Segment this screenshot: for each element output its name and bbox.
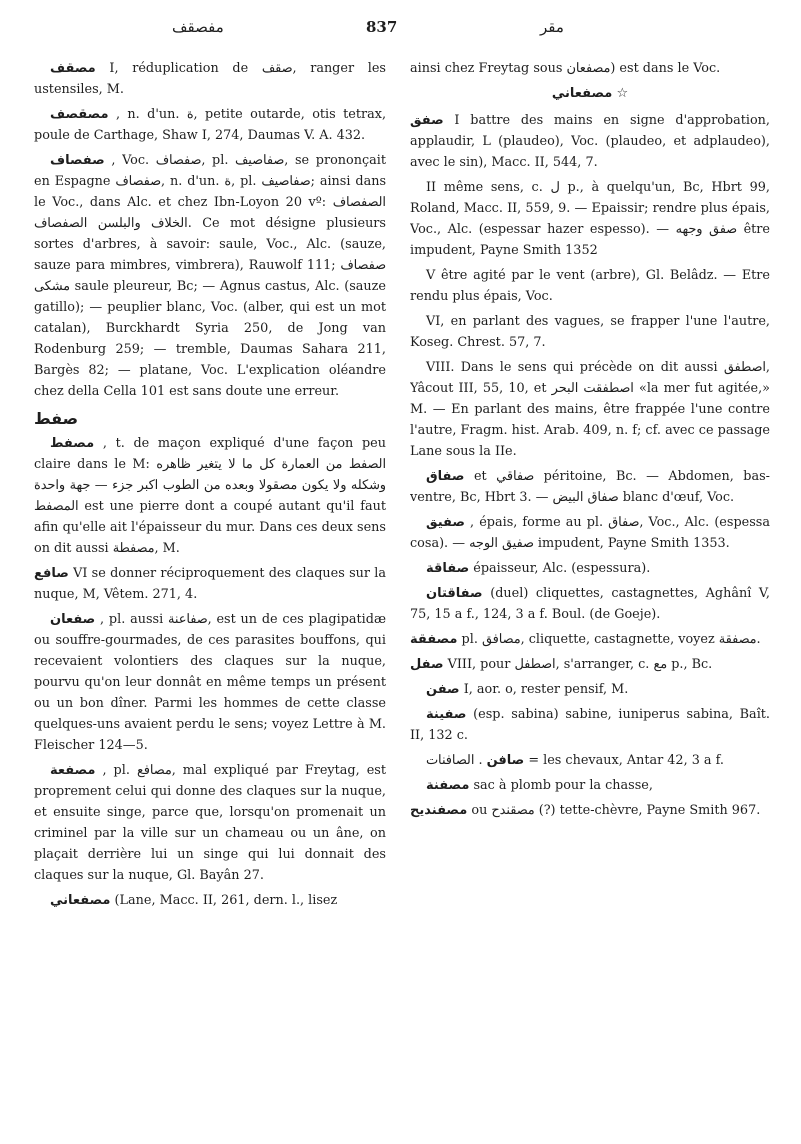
dictionary-entry <box>410 110 770 173</box>
entry-arabic-headword: صفيق <box>426 515 465 530</box>
entry-text: (Lane, Macc. II, 261, dern. l., lisez <box>114 893 338 908</box>
entry-arabic-headword: صفعان <box>50 612 96 627</box>
dictionary-entry <box>410 466 770 508</box>
entry-arabic-headword: مصقف <box>50 61 96 76</box>
entry-text: ainsi chez Freytag sous مصفعان) est dans le Voc. <box>410 61 721 76</box>
entry-text: pl. مصافق, cliquette, castagnette, voyez مصفقة. <box>461 632 761 647</box>
entry-text: ou مصقندح (?) tette-chèvre, Payne Smith 967. <box>471 803 761 818</box>
entry-text: , épais, forme au pl. صفاق, Voc., Alc. (espessa cosa). — صفيق الوجه impudent, Payne Smith 1353. <box>410 515 770 551</box>
dictionary-entry <box>34 890 386 911</box>
dictionary-entry <box>410 357 770 462</box>
entry-text: , Voc. صفصاف, pl. صفاصيف, se prononçait en Espagne صفصاف, n. d'un. ة, pl. صفاصيف; ainsi dans le Voc., dans Alc. et chez Ibn-Loyon 20 vº: الصفصاف الخلاف والبلسن الصفصاف. Ce mot désigne plusieurs sortes d'arbres, à savoir: saule, Voc., Alc. (sauze, sauze para mimbres, vimbrera), Rauwolf 111; صفصاف مشكى saule pleureur, Bc; — Agnus castus, Alc. (sauze gatillo); — peuplier blanc, Voc. (alber, qui est un mot catalan), Burckhardt Syria 250, de Jong van Rodenburg 259; — tremble, Daumas Sahara 211, Bargès 82; — platane, Voc. L'explication oléandre chez della Cella 101 est sans doute une erreur. <box>34 153 386 399</box>
entry-text: II même sens, c. ل p., à quelqu'un, Bc, Hbrt 99, Roland, Macc. II, 559, 9. — Epaissir; rendre plus épais, Voc., Alc. (espessar hazer espesso). — صفق وجهه être impudent, Payne Smith 1352 <box>410 180 770 258</box>
dictionary-entry <box>34 58 386 100</box>
entry-text: , pl. مصافع, mal expliqué par Freytag, est proprement celui qui donne des claques sur la nuque, et ensuite singe, parce que, lorsqu'on promenait un criminel par la ville sur un chameau ou un âne, on plaçait derrière lui un singe qui lui donnait des claques sur la nuque, Gl. Bayân 27. <box>34 763 386 883</box>
dictionary-entry <box>410 800 770 821</box>
dictionary-entry <box>410 750 770 771</box>
entry-arabic-headword: صفن <box>426 682 460 697</box>
dictionary-entry <box>34 150 386 402</box>
entry-arabic-headword: صفاقة <box>426 561 470 576</box>
entry-arabic-headword: صفق <box>410 113 444 128</box>
dictionary-entry <box>410 512 770 554</box>
star-ornament: ☆ <box>616 86 629 101</box>
entry-text: VI se donner réciproquement des claques sur la nuque, M, Vêtem. 271, 4. <box>34 566 386 602</box>
entry-text: , t. de maçon expliqué d'une façon peu claire dans le M: الصفط من العمارة كل ما لا يتغير ظاهره وشكله ولا يكون مصقولا وبعده من الطوب اكبر جزء — جهة واحدة المصفط est une pierre dont a coupé autant qu'il faut afin qu'elle ait l'épaisseur du mur. Dans ces deux sens on dit aussi مصفطة, M. <box>34 436 386 556</box>
entry-arabic-headword: مصفنة <box>426 778 470 793</box>
dictionary-entry <box>410 583 770 625</box>
left-column <box>34 58 386 1134</box>
entry-text: VIII, pour اصطفل, s'arranger, c. مع p., Bc. <box>447 657 713 672</box>
running-head-right: مقر <box>540 18 564 36</box>
entry-text: VI, en parlant des vagues, se frapper l'une l'autre, Koseg. Chrest. 57, 7. <box>410 314 770 350</box>
entry-arabic-headword: صفصاف <box>50 153 105 168</box>
entry-text: I, réduplication de صقف, ranger les ustensiles, M. <box>34 61 386 97</box>
dictionary-entry <box>410 775 770 796</box>
dictionary-entry <box>410 558 770 579</box>
entry-arabic-headword: مصفعاني <box>50 893 111 908</box>
dictionary-entry <box>410 679 770 700</box>
dictionary-entry <box>34 563 386 605</box>
entry-arabic-headword: صافع <box>34 566 69 581</box>
dictionary-entry <box>410 58 770 79</box>
page-header <box>0 18 801 44</box>
dictionary-entry <box>410 177 770 261</box>
entry-arabic-headword: مصقصف <box>50 107 109 122</box>
dictionary-entry <box>34 433 386 559</box>
entry-arabic-headword: صفل <box>410 657 444 672</box>
entry-text: I battre des mains en signe d'approbation, applaudir, L (plaudeo), Voc. (plaudeo, et adplaudeo), avec le sin), Macc. II, 544, 7. <box>410 113 770 170</box>
entry-text: épaisseur, Alc. (espessura). <box>473 561 651 576</box>
entry-text: I, aor. o, rester pensif, M. <box>463 682 629 697</box>
entry-arabic-headword: مصفعة <box>50 763 96 778</box>
entry-arabic-headword: مصفنديح <box>410 803 468 818</box>
entry-text: (esp. sabina) sabine, iuniperus sabina, Baît. II, 132 c. <box>410 707 770 743</box>
root-headword: صفط <box>34 409 79 428</box>
entry-arabic-headword: صافن <box>486 753 525 768</box>
entry-text: . الصافنات = les chevaux, Antar 42, 3 a f. <box>426 753 724 768</box>
section-root <box>34 408 386 429</box>
entry-continuation <box>410 83 770 104</box>
running-head-left: مفصقف <box>172 18 224 36</box>
entry-arabic-headword: صفينة <box>426 707 467 722</box>
entry-arabic-headword: مصفط <box>50 436 95 451</box>
right-column <box>410 58 770 1134</box>
dictionary-entry <box>410 629 770 650</box>
entry-arabic-headword: مصفقة <box>410 632 458 647</box>
entry-text: et صفاقي péritoine, Bc. — Abdomen, bas-ventre, Bc, Hbrt 3. — صفاق البيض blanc d'œuf, Voc. <box>410 469 770 505</box>
entry-arabic-headword: صفاق <box>426 469 465 484</box>
dictionary-entry <box>410 265 770 307</box>
dictionary-entry <box>410 654 770 675</box>
dictionary-entry <box>410 704 770 746</box>
page-number: 837 <box>366 18 398 36</box>
entry-text: sac à plomb pour la chasse, <box>473 778 653 793</box>
entry-arabic-headword: صفاقتان <box>426 586 483 601</box>
entry-text: , n. d'un. ة, petite outarde, otis tetrax, poule de Carthage, Shaw I, 274, Daumas V. A. 432. <box>34 107 386 143</box>
entry-arabic-headword: مصفعاني <box>551 86 613 101</box>
entry-text: (duel) cliquettes, castagnettes, Aghânî V, 75, 15 a f., 124, 3 a f. Boul. (de Goeje). <box>410 586 770 622</box>
dictionary-entry <box>34 760 386 886</box>
entry-text: V être agité par le vent (arbre), Gl. Belâdz. — Etre rendu plus épais, Voc. <box>410 268 770 304</box>
entry-text: , pl. aussi صفاعنة, est un de ces plagipatidæ ou souffre-gourmades, de ces parasites bouffons, qui recevaient volontiers des claques sur la nuque, pourvu qu'on leur donnât en même temps un présent ou un bon dîner. Parmi les hommes de cette classe quelques-uns avaient perdu le sens; voyez Lettre à M. Fleischer 124—5. <box>34 612 386 753</box>
dictionary-entry <box>410 311 770 353</box>
dictionary-entry <box>34 609 386 756</box>
entry-text: VIII. Dans le sens qui précède on dit aussi اصطفق, Yâcout III, 55, 10, et اصطفقت البحر «la mer fut agitée,» M. — En parlant des mains, être frappée l'une contre l'autre, Fragm. hist. Arab. 409, n. f; cf. avec ce passage Lane sous la IIe. <box>410 360 770 459</box>
dictionary-entry <box>34 104 386 146</box>
